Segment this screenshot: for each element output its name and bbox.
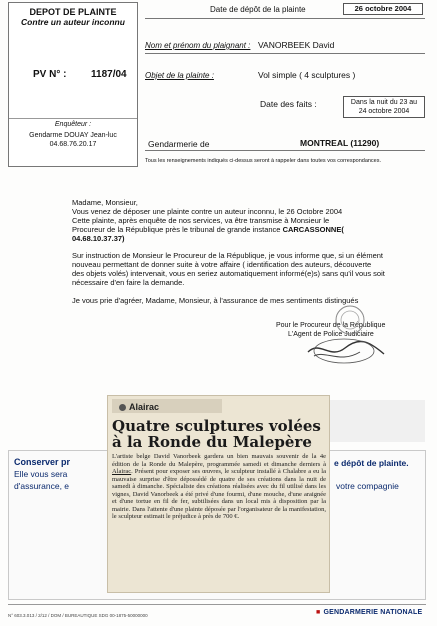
tribunal-phone: 04.68.10.37.37) — [72, 234, 125, 243]
clipping-headline: Quatre sculptures volées à la Ronde du Malepère — [112, 417, 321, 451]
date-deposit-value: 26 octobre 2004 — [343, 3, 423, 15]
gendarmerie-label: Gendarmerie de — [148, 139, 210, 149]
article-text: . Présent pour exposer ses œuvres, le sculpteur installé à Chalabre a eu la mauvaise surprise d'être dépossédé de quatre de ses créations dans la nuit de samedi à dimanche. Spécialiste des créations réalisées avec du fil utilisé dans les vignes, David Vanorbeek a été privé d'une fourmi, d'une mouche, d'une araignée et d'une tortue en fil de fer, subtilisées dans un local mis à disposition par la mairie. Dans l'attente d'une plainte déposée par l'organisateur de la manifestation, le sculpteur estimait le préjudice à près de 700 €. — [112, 468, 326, 520]
notice-left-line: Elle vous sera — [14, 469, 68, 479]
clipping-header — [112, 399, 222, 413]
letter-line — [72, 225, 344, 234]
investigator-name: Gendarme DOUAY Jean-luc — [29, 132, 117, 139]
plaintiff-label: Nom et prénom du plaignant : — [145, 41, 251, 50]
notice-right-line: e dépôt de plainte. — [334, 458, 409, 468]
notice-heading: Conserver pr — [14, 457, 71, 467]
form-reference: N° 603.3.013 / 2/12 / DOM / BUREAUTIQUE SDG 00-1875-50000000 — [8, 613, 148, 618]
document-title: DEPOT DE PLAINTE — [29, 7, 117, 17]
letter-line: nécessaire d'en faire la demande. — [72, 278, 185, 287]
divider — [8, 604, 426, 605]
complaint-object-label: Objet de la plainte : — [145, 71, 214, 80]
document-subtitle: Contre un auteur inconnu — [21, 17, 125, 27]
tribunal-city: CARCASSONNE( — [282, 225, 344, 234]
divider — [145, 150, 425, 151]
article-text: L'artiste belge David Vanorbeek gardera un bien mauvais souvenir de la 4e édition de la Ronde du Malepère, programmée samedi et dimanche derniers à — [112, 453, 326, 468]
facts-date-line1: Dans la nuit du 23 au — [350, 99, 418, 106]
article-place-link: Alairac — [112, 468, 132, 475]
letter-line: des objets volés) intervenait, vous en seriez automatiquement informé(e)s) sans qu'il vous soit — [72, 269, 385, 278]
complaint-id-box — [8, 2, 138, 167]
notice-right-line: votre compagnie — [336, 481, 399, 491]
brand-text: GENDARMERIE NATIONALE — [323, 609, 423, 616]
newspaper-clipping — [108, 396, 329, 592]
facts-date-label: Date des faits : — [260, 99, 317, 109]
letter-line: Sur instruction de Monsieur le Procureur de la République, je vous informe que, si un élément — [72, 251, 384, 260]
pv-number: 1187/04 — [91, 69, 127, 80]
signature-line2: L'Agent de Police Judiciaire — [288, 331, 374, 338]
bullet-icon — [119, 404, 126, 411]
notice-left-line: d'assurance, e — [14, 481, 70, 491]
divider — [9, 118, 137, 119]
brand-mark-icon: ■ — [316, 609, 321, 616]
plaintiff-name: VANORBEEK David — [258, 40, 335, 50]
gendarmerie-brand — [316, 609, 422, 616]
clipping-place: Alairac — [129, 402, 160, 412]
letter-line: Vous venez de déposer une plainte contre un auteur inconnu, le 26 Octobre 2004 — [72, 207, 343, 216]
letter-line: Cette plainte, après enquête de nos services, va être transmise à Monsieur le — [72, 216, 330, 225]
letter-salutation: Madame, Monsieur, — [72, 198, 138, 207]
faded-background-text — [330, 400, 425, 442]
divider — [145, 53, 425, 54]
facts-date-line2: 24 octobre 2004 — [358, 108, 410, 115]
official-stamp-icon — [300, 300, 390, 370]
investigator-info — [9, 131, 137, 149]
complaint-object-value: Vol simple ( 4 sculptures ) — [258, 70, 356, 80]
reference-note: Tous les renseignements indiqués ci-dessus seront à rappeler dans toutes vos correspondances. — [145, 158, 382, 164]
investigator-phone: 04.68.76.20.17 — [49, 141, 97, 148]
pv-label: PV N° : — [33, 69, 67, 80]
signature-line1: Pour le Procureur de la République — [276, 322, 386, 329]
divider — [145, 18, 425, 19]
facts-date-value — [343, 96, 425, 118]
letter-closing: Je vous prie d'agréer, Madame, Monsieur, à l'assurance de mes sentiments distingués — [72, 296, 359, 305]
letter-line: nouveau permettant de donner suite à votre affaire ( identification des auteurs, découverte — [72, 260, 372, 269]
investigator-label: Enquêteur : — [54, 121, 92, 128]
date-deposit-label: Date de dépôt de la plainte — [210, 5, 306, 14]
gendarmerie-value: MONTREAL (11290) — [300, 138, 380, 148]
letter-line-text: Procureur de la République près le tribunal de grande instance — [72, 225, 281, 234]
clipping-article — [112, 453, 326, 521]
